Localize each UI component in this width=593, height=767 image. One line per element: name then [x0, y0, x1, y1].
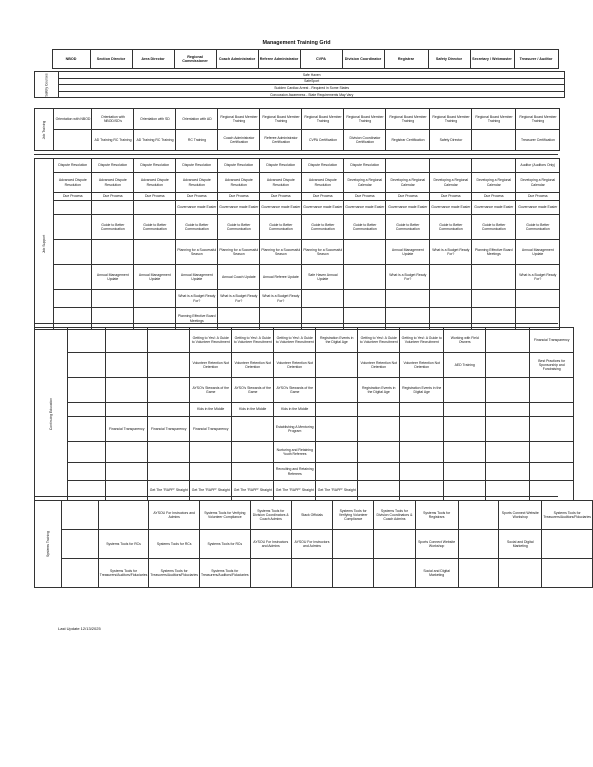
- grid-cell: [316, 378, 358, 403]
- job-support-section: [34, 158, 560, 330]
- grid-cell: [458, 530, 499, 559]
- section-label-text: Job Training: [42, 120, 47, 139]
- grid-cell: [106, 403, 148, 417]
- grid-cell: Volunteer Retention Not Detention: [358, 353, 400, 378]
- grid-cell: Dispute Resolution: [218, 159, 260, 173]
- grid-cell: [400, 481, 444, 501]
- grid-cell: Dispute Resolution: [92, 159, 134, 173]
- grid-cell: Governance made Easier: [260, 201, 302, 215]
- grid-cell: [54, 240, 92, 265]
- continuing-education-section: [34, 327, 574, 501]
- grid-cell: Governance made Easier: [218, 201, 260, 215]
- grid-cell: AYSOU For Instructors and Admins: [149, 501, 200, 530]
- grid-cell: Get The "RAPP" Straight: [190, 481, 232, 501]
- column-header: Secretary / Webmaster: [470, 50, 514, 69]
- column-header: Referee Administrator: [258, 50, 300, 69]
- header-blank-cell: [34, 50, 52, 69]
- section-divider: [34, 496, 558, 497]
- section-divider: [34, 154, 558, 155]
- grid-cell: [386, 290, 430, 308]
- grid-cell: [444, 378, 486, 403]
- grid-cell: Governance made Easier: [176, 201, 218, 215]
- grid-cell: [54, 130, 92, 151]
- grid-cell: [62, 501, 99, 530]
- grid-cell: [134, 290, 176, 308]
- grid-cell: [250, 559, 291, 588]
- grid-cell: Safety Director: [430, 130, 472, 151]
- grid-cell: Best Practices for Sponsorship and Fundraising: [530, 353, 574, 378]
- grid-cell: [472, 130, 516, 151]
- grid-cell: Financial Transparency: [148, 417, 190, 442]
- safety-course-row: Safe Haven: [59, 72, 565, 79]
- grid-cell: [232, 442, 274, 463]
- grid-cell: Social and Digital Marketing: [499, 530, 542, 559]
- grid-cell: [374, 530, 415, 559]
- grid-cell: Due Process: [302, 193, 344, 201]
- grid-cell: [68, 378, 106, 403]
- grid-cell: Systems Tools for Registrars: [415, 501, 458, 530]
- grid-cell: Developing a Regional Calendar: [472, 173, 516, 193]
- grid-cell: Get The "RAPP" Straight: [232, 481, 274, 501]
- grid-cell: [486, 442, 530, 463]
- grid-cell: Guide to Better Communication: [176, 215, 218, 240]
- column-header: NBOD: [52, 50, 90, 69]
- grid-cell: [458, 559, 499, 588]
- grid-cell: Guide to Better Communication: [516, 215, 560, 240]
- grid-cell: Orientation with AD: [176, 109, 218, 130]
- grid-cell: [542, 530, 593, 559]
- grid-cell: Due Process: [176, 193, 218, 201]
- grid-cell: Planning for a Successful Season: [302, 240, 344, 265]
- safety-course-row: Sudden Cardiac Arrest - Required in Some States: [59, 85, 565, 92]
- grid-cell: [400, 403, 444, 417]
- section-label: [35, 109, 54, 151]
- grid-cell: Governance made Easier: [430, 201, 472, 215]
- grid-cell: What is a Budget Ready For?: [430, 240, 472, 265]
- grid-cell: Systems Tools for Division Coordinators & Coach Admins: [374, 501, 415, 530]
- grid-cell: [68, 353, 106, 378]
- grid-cell: Auditor (Auditors Only): [516, 159, 560, 173]
- grid-cell: [232, 463, 274, 481]
- grid-cell: Getting to Yes!: A Guide to Volunteer Recruitment: [232, 328, 274, 353]
- grid-cell: AYSO's Stewards of the Game: [274, 378, 316, 403]
- grid-cell: Developing a Regional Calendar: [430, 173, 472, 193]
- grid-cell: [430, 265, 472, 290]
- column-header: Division Coordinator: [342, 50, 384, 69]
- grid-cell: [486, 378, 530, 403]
- grid-cell: [516, 290, 560, 308]
- grid-cell: Dispute Resolution: [344, 159, 386, 173]
- grid-cell: [530, 403, 574, 417]
- grid-cell: Working with Field Owners: [444, 328, 486, 353]
- grid-cell: Orientation with NBOD/SD's: [92, 109, 134, 130]
- grid-cell: Orientation with NBOD: [54, 109, 92, 130]
- grid-cell: [92, 290, 134, 308]
- grid-cell: Stack Officials: [291, 501, 332, 530]
- grid-cell: Due Process: [260, 193, 302, 201]
- grid-cell: Regional Board Member Training: [260, 109, 302, 130]
- grid-cell: [148, 378, 190, 403]
- grid-cell: Getting to Yes!: A Guide to Volunteer Recruitment: [400, 328, 444, 353]
- grid-cell: [472, 265, 516, 290]
- grid-cell: Governance made Easier: [472, 201, 516, 215]
- grid-cell: Planning Effective Board Meetings: [472, 240, 516, 265]
- section-label: [35, 328, 68, 501]
- grid-cell: What is a Budget Ready For?: [516, 265, 560, 290]
- grid-cell: Advanced Dispute Resolution: [134, 173, 176, 193]
- grid-cell: [400, 442, 444, 463]
- grid-cell: Systems Tools for Treasurers/Auditors/Fiduciaries: [542, 501, 593, 530]
- grid-cell: Getting to Yes!: A Guide to Volunteer Recruitment: [274, 328, 316, 353]
- grid-cell: Volunteer Retention Not Detention: [274, 353, 316, 378]
- grid-cell: [400, 463, 444, 481]
- grid-cell: Annual Referee Update: [260, 265, 302, 290]
- grid-cell: [486, 417, 530, 442]
- column-header: Registrar: [384, 50, 428, 69]
- grid-cell: Advanced Dispute Resolution: [302, 173, 344, 193]
- grid-cell: [358, 463, 400, 481]
- grid-cell: Planning Effective Board Meetings: [176, 308, 218, 330]
- grid-cell: [374, 559, 415, 588]
- grid-cell: Guide to Better Communication: [134, 215, 176, 240]
- grid-cell: What is a Budget Ready For?: [386, 265, 430, 290]
- grid-cell: Annual Management Update: [134, 265, 176, 290]
- grid-cell: What is a Budget Ready For?: [260, 290, 302, 308]
- grid-cell: [54, 201, 92, 215]
- grid-cell: [358, 481, 400, 501]
- grid-cell: [400, 417, 444, 442]
- grid-cell: [444, 417, 486, 442]
- grid-cell: Getting to Yes!: A Guide to Volunteer Recruitment: [190, 328, 232, 353]
- grid-cell: Due Process: [344, 193, 386, 201]
- grid-cell: Planning for a Successful Season: [176, 240, 218, 265]
- grid-cell: Advanced Dispute Resolution: [218, 173, 260, 193]
- grid-cell: [444, 481, 486, 501]
- grid-cell: [430, 290, 472, 308]
- section-label: [35, 501, 62, 588]
- column-header: Safety Director: [428, 50, 470, 69]
- grid-cell: [358, 403, 400, 417]
- grid-cell: Coach Administrator Certification: [218, 130, 260, 151]
- grid-cell: Get The "RAPP" Straight: [274, 481, 316, 501]
- grid-cell: [190, 463, 232, 481]
- grid-cell: Referee Administrator Certification: [260, 130, 302, 151]
- grid-cell: [106, 442, 148, 463]
- grid-cell: [68, 442, 106, 463]
- grid-cell: Treasurer Certification: [516, 130, 560, 151]
- grid-cell: [106, 378, 148, 403]
- grid-cell: Developing a Regional Calendar: [344, 173, 386, 193]
- grid-cell: [68, 463, 106, 481]
- systems-training-section: [34, 500, 593, 588]
- grid-cell: [344, 240, 386, 265]
- grid-cell: Financial Transparency: [190, 417, 232, 442]
- grid-cell: [68, 328, 106, 353]
- grid-cell: [499, 559, 542, 588]
- grid-cell: [486, 403, 530, 417]
- grid-cell: [444, 463, 486, 481]
- grid-cell: [472, 159, 516, 173]
- grid-cell: Get The "RAPP" Straight: [316, 481, 358, 501]
- grid-cell: [530, 463, 574, 481]
- grid-cell: [316, 417, 358, 442]
- grid-cell: [358, 442, 400, 463]
- grid-cell: Governance made Easier: [344, 201, 386, 215]
- section-label: [35, 72, 59, 98]
- grid-cell: Kids in the Middle: [232, 403, 274, 417]
- grid-cell: Registration Events in the Digital Age: [358, 378, 400, 403]
- grid-cell: Due Process: [430, 193, 472, 201]
- grid-cell: Governance made Easier: [386, 201, 430, 215]
- grid-cell: [148, 442, 190, 463]
- grid-cell: [106, 463, 148, 481]
- grid-cell: [458, 501, 499, 530]
- section-divider: [34, 323, 558, 324]
- grid-cell: [148, 353, 190, 378]
- grid-cell: Financial Transparency: [530, 328, 574, 353]
- grid-cell: AYSO's Stewards of the Game: [232, 378, 274, 403]
- grid-cell: Systems Tools for Verifying Volunteer Compliance: [333, 501, 374, 530]
- grid-cell: [472, 290, 516, 308]
- grid-cell: Get The "RAPP" Straight: [148, 481, 190, 501]
- grid-cell: [316, 403, 358, 417]
- grid-cell: Guide to Better Communication: [472, 215, 516, 240]
- grid-cell: [530, 442, 574, 463]
- grid-cell: [530, 481, 574, 501]
- grid-cell: Annual Management Update: [516, 240, 560, 265]
- job-training-section: [34, 108, 560, 151]
- grid-cell: Dispute Resolution: [134, 159, 176, 173]
- grid-cell: Annual Management Update: [92, 265, 134, 290]
- page-title: Management Training Grid: [262, 40, 331, 46]
- grid-cell: Due Process: [54, 193, 92, 201]
- grid-cell: [190, 442, 232, 463]
- grid-cell: [430, 159, 472, 173]
- grid-cell: Division Coordinator Certification: [344, 130, 386, 151]
- grid-cell: [486, 353, 530, 378]
- grid-cell: Registration Events in the Digital Age: [316, 328, 358, 353]
- grid-cell: [358, 417, 400, 442]
- grid-cell: Dispute Resolution: [260, 159, 302, 173]
- grid-cell: Recruiting and Retaining Referees: [274, 463, 316, 481]
- header-row-table: [34, 49, 559, 69]
- grid-cell: Systems Tools for RCs: [199, 530, 250, 559]
- grid-cell: [316, 353, 358, 378]
- grid-cell: Guide to Better Communication: [344, 215, 386, 240]
- column-header: Section Director: [90, 50, 132, 69]
- grid-cell: Annual Management Update: [176, 265, 218, 290]
- grid-cell: What is a Budget Ready For?: [176, 290, 218, 308]
- grid-cell: [134, 201, 176, 215]
- grid-cell: Kids in the Middle: [274, 403, 316, 417]
- grid-cell: Annual Management Update: [386, 240, 430, 265]
- grid-cell: Orientation with SD: [134, 109, 176, 130]
- grid-cell: Due Process: [386, 193, 430, 201]
- safety-courses-section: [34, 71, 565, 98]
- grid-cell: Kids in the Middle: [190, 403, 232, 417]
- grid-cell: Regional Board Member Training: [516, 109, 560, 130]
- grid-cell: Advanced Dispute Resolution: [260, 173, 302, 193]
- grid-cell: [486, 463, 530, 481]
- grid-cell: What is a Budget Ready For?: [218, 290, 260, 308]
- grid-cell: [291, 559, 332, 588]
- grid-cell: AYSO's Stewards of the Game: [190, 378, 232, 403]
- last-update-footer: Last Update 12/13/2025: [58, 626, 101, 631]
- grid-cell: [316, 442, 358, 463]
- grid-cell: [232, 417, 274, 442]
- grid-cell: Advanced Dispute Resolution: [54, 173, 92, 193]
- grid-cell: Governance made Easier: [516, 201, 560, 215]
- grid-cell: Dispute Resolution: [54, 159, 92, 173]
- grid-cell: Systems Tools for RCs: [98, 530, 149, 559]
- grid-cell: Regional Board Member Training: [386, 109, 430, 130]
- grid-cell: [148, 463, 190, 481]
- grid-cell: [98, 501, 149, 530]
- section-label: [35, 159, 54, 330]
- grid-cell: Annual Coach Update: [218, 265, 260, 290]
- grid-cell: [344, 290, 386, 308]
- grid-cell: [68, 417, 106, 442]
- grid-cell: Systems Tools for Treasurers/Auditors/Fiduciaries: [149, 559, 200, 588]
- grid-cell: [316, 463, 358, 481]
- grid-cell: Advanced Dispute Resolution: [176, 173, 218, 193]
- grid-cell: Governance made Easier: [302, 201, 344, 215]
- safety-course-row: Concussion Awareness - State Requirements May Vary: [59, 91, 565, 98]
- grid-cell: Registrar Certification: [386, 130, 430, 151]
- grid-cell: Planning for a Successful Season: [218, 240, 260, 265]
- grid-cell: Regional Board Member Training: [302, 109, 344, 130]
- grid-cell: Systems Tools for Treasurers/Auditors/Fiduciaries: [98, 559, 149, 588]
- section-label-text: Safety Courses: [44, 73, 49, 97]
- grid-cell: [54, 265, 92, 290]
- grid-cell: Due Process: [516, 193, 560, 201]
- grid-cell: Systems Tools for Division Coordinators & Coach Admins: [250, 501, 291, 530]
- grid-cell: [92, 201, 134, 215]
- column-header: Regional Commissioner: [174, 50, 216, 69]
- grid-cell: Regional Board Member Training: [218, 109, 260, 130]
- grid-cell: [333, 559, 374, 588]
- grid-cell: [344, 265, 386, 290]
- grid-cell: Volunteer Retention Not Detention: [190, 353, 232, 378]
- grid-cell: Establishing A Mentoring Program: [274, 417, 316, 442]
- grid-cell: Sports Connect Website Workshop: [415, 530, 458, 559]
- grid-cell: Regional Board Member Training: [344, 109, 386, 130]
- grid-cell: Volunteer Retention Not Detention: [400, 353, 444, 378]
- grid-cell: Due Process: [134, 193, 176, 201]
- grid-cell: Developing a Regional Calendar: [386, 173, 430, 193]
- grid-cell: AYSOU For Instructors and Admins: [291, 530, 332, 559]
- grid-cell: Guide to Better Communication: [92, 215, 134, 240]
- grid-cell: Nurturing and Retaining Youth Referees: [274, 442, 316, 463]
- grid-cell: Systems Tools for RCs: [149, 530, 200, 559]
- grid-cell: [530, 417, 574, 442]
- grid-cell: [444, 442, 486, 463]
- grid-cell: RC Training: [176, 130, 218, 151]
- grid-cell: Dispute Resolution: [176, 159, 218, 173]
- grid-cell: Guide to Better Communication: [386, 215, 430, 240]
- column-header: Treasurer / Auditor: [514, 50, 558, 69]
- column-header: CVPA: [300, 50, 342, 69]
- grid-cell: Volunteer Retention Not Detention: [232, 353, 274, 378]
- section-label-text: Continuing Education: [49, 397, 54, 431]
- grid-cell: Planning for a Successful Season: [260, 240, 302, 265]
- grid-cell: CVPA Certification: [302, 130, 344, 151]
- grid-cell: Dispute Resolution: [302, 159, 344, 173]
- grid-cell: [530, 378, 574, 403]
- grid-cell: Social and Digital Marketing: [415, 559, 458, 588]
- grid-cell: Sports Connect Website Workshop: [499, 501, 542, 530]
- grid-cell: [106, 481, 148, 501]
- grid-cell: Registration Events in the Digital Age: [400, 378, 444, 403]
- grid-cell: [542, 559, 593, 588]
- grid-cell: [62, 559, 99, 588]
- grid-cell: [62, 530, 99, 559]
- grid-cell: Safe Haven Annual Update: [302, 265, 344, 290]
- grid-cell: [486, 328, 530, 353]
- grid-cell: [134, 240, 176, 265]
- grid-cell: [302, 290, 344, 308]
- grid-cell: [333, 530, 374, 559]
- grid-cell: Due Process: [218, 193, 260, 201]
- grid-cell: AYSOU For Instructors and Admins: [250, 530, 291, 559]
- grid-cell: [68, 403, 106, 417]
- grid-cell: Systems Tools for Verifying Volunteer Compliance: [199, 501, 250, 530]
- grid-cell: Financial Transparency: [106, 417, 148, 442]
- grid-cell: AED Training: [444, 353, 486, 378]
- grid-cell: [444, 403, 486, 417]
- grid-cell: Regional Board Member Training: [472, 109, 516, 130]
- grid-cell: Due Process: [472, 193, 516, 201]
- grid-cell: [106, 353, 148, 378]
- grid-cell: Advanced Dispute Resolution: [92, 173, 134, 193]
- grid-cell: AD Training RC Training: [92, 130, 134, 151]
- grid-cell: [486, 481, 530, 501]
- grid-cell: [54, 290, 92, 308]
- grid-cell: Getting to Yes!: A Guide to Volunteer Recruitment: [358, 328, 400, 353]
- grid-cell: [148, 403, 190, 417]
- section-label-text: Job Support: [42, 234, 47, 254]
- grid-cell: [92, 240, 134, 265]
- grid-cell: [148, 328, 190, 353]
- grid-cell: [386, 159, 430, 173]
- grid-cell: Guide to Better Communication: [302, 215, 344, 240]
- grid-cell: Guide to Better Communication: [260, 215, 302, 240]
- grid-cell: Developing a Regional Calendar: [516, 173, 560, 193]
- grid-cell: Regional Board Member Training: [430, 109, 472, 130]
- grid-cell: [54, 215, 92, 240]
- column-header: Area Director: [132, 50, 174, 69]
- column-header: Coach Administrator: [216, 50, 258, 69]
- grid-cell: Guide to Better Communication: [430, 215, 472, 240]
- grid-cell: AD Training RC Training: [134, 130, 176, 151]
- grid-cell: [106, 328, 148, 353]
- safety-course-row: SafeSport: [59, 78, 565, 85]
- grid-cell: Guide to Better Communication: [218, 215, 260, 240]
- grid-cell: Systems Tools for Treasurers/Auditors/Fiduciaries: [199, 559, 250, 588]
- grid-cell: [68, 481, 106, 501]
- grid-cell: Due Process: [92, 193, 134, 201]
- section-label-text: Systems Training: [46, 530, 51, 558]
